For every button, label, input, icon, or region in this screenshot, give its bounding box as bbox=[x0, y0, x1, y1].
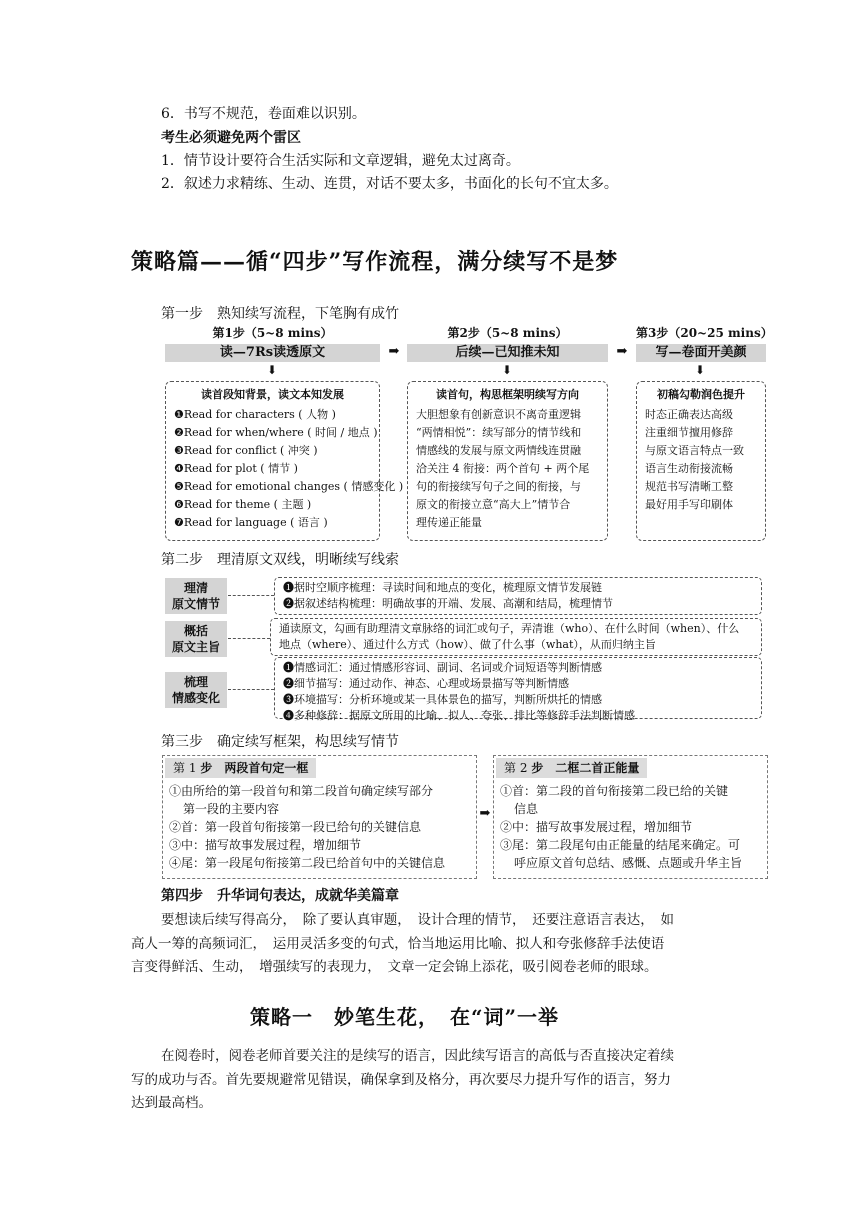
flow-col3-head: 第3步（20~25 mins） bbox=[636, 326, 773, 340]
arrow-down-icon: ⬇ bbox=[694, 363, 706, 377]
list-item: ❶Read for characters ( 人物 ) bbox=[174, 408, 336, 421]
arrow-down-icon: ⬇ bbox=[266, 363, 278, 377]
step2-box bbox=[274, 657, 762, 722]
text-line: 原文的衔接立意“高大上”情节合 bbox=[416, 498, 571, 511]
text-line: “两情相悦”：续写部分的情节线和 bbox=[416, 426, 582, 439]
text-line: ❷细节描写：通过动作、神态、心理或场景描写等判断情感 bbox=[283, 677, 569, 690]
step3-tag bbox=[496, 758, 647, 778]
step2-label bbox=[165, 578, 227, 614]
paragraph-line: 要想读后续写得高分， 除了要认真审题， 设计合理的情节， 还要注意语言表达， 如 bbox=[161, 912, 674, 928]
step3-left-box bbox=[162, 755, 477, 879]
text-line: 句的衔接续写句子之间的衔接，与 bbox=[416, 480, 581, 493]
paragraph-line: 写的成功与否。首先要规避常见错误，确保拿到及格分，再次要尽力提升写作的语言，努力 bbox=[131, 1072, 671, 1088]
flow-col2-box bbox=[407, 381, 608, 541]
flow-box-title: 读首句，构思框架明续写方向 bbox=[436, 388, 579, 401]
text-line: ②中：描写故事发展过程，增加细节 bbox=[500, 820, 693, 834]
connector bbox=[228, 638, 270, 639]
flow-col1-box bbox=[165, 381, 404, 541]
arrow-down-icon: ⬇ bbox=[501, 363, 513, 377]
paragraph-line: 言变得鲜活、生动， 增强续写的表现力， 文章一定会锦上添花，吸引阅卷老师的眼球。 bbox=[131, 959, 658, 975]
paragraph-line: 达到最高档。 bbox=[131, 1095, 212, 1111]
step2-box bbox=[274, 577, 762, 615]
connector bbox=[228, 689, 274, 690]
flow-col3-bar: 写—卷面开美颜 bbox=[636, 344, 766, 362]
step2-box bbox=[270, 618, 762, 656]
text-line: 地点（where）、通过什么方式（how）、做了什么事（what），从而归纳主旨 bbox=[279, 638, 656, 651]
flow-col3-box bbox=[636, 381, 766, 541]
list-item: ❻Read for theme ( 主题 ) bbox=[174, 498, 312, 511]
text-line: ④尾：第一段尾句衔接第二段已给首句中的关键信息 bbox=[169, 856, 446, 870]
subheading: 考生必须避免两个雷区 bbox=[161, 130, 301, 146]
flow-col2-head: 第2步（5~8 mins） bbox=[447, 326, 568, 340]
text-line: ❸环境描写：分析环境或某一具体景色的描写，判断所烘托的情感 bbox=[283, 693, 602, 706]
list-item: ❸Read for conflict ( 冲突 ) bbox=[174, 444, 318, 457]
text-line: ❶据时空顺序梳理：寻读时间和地点的变化，梳理原文情节发展链 bbox=[283, 581, 602, 594]
step3-tag bbox=[165, 758, 316, 778]
arrow-right-icon: ➡ bbox=[479, 806, 491, 821]
tag-text: 第 bbox=[173, 761, 186, 775]
text-line: 2．叙述力求精练、生动、连贯，对话不要太多，书面化的长句不宜太多。 bbox=[161, 176, 618, 192]
text-line: 情感线的发展与原文两情线连贯融 bbox=[416, 444, 581, 457]
text-line: 与原文语言特点一致 bbox=[645, 444, 744, 457]
text-line: ❹多种修辞：据原文所用的比喻、拟人、夸张、排比等修辞手法判断情感 bbox=[283, 709, 635, 722]
list-item: ❹Read for plot ( 情节 ) bbox=[174, 462, 298, 475]
step1-heading: 第一步 熟知续写流程，下笔胸有成竹 bbox=[161, 306, 399, 322]
label-line: 情感变化 bbox=[171, 691, 220, 705]
flow-col1-bar: 读—7Rs读透原文 bbox=[165, 344, 380, 362]
label-line: 理清 bbox=[183, 581, 208, 595]
text-line: 洽关注 4 衔接：两个首句 + 两个尾 bbox=[416, 462, 590, 475]
text-line: ①首：第二段的首句衔接第二段已给的关键 bbox=[500, 784, 729, 798]
tag-text: 步 二框二首正能量 bbox=[531, 761, 640, 775]
text-line: ①由所给的第一段首句和第二段首句确定续写部分 bbox=[169, 784, 434, 798]
flow-box-title: 初稿勾勒润色提升 bbox=[657, 388, 745, 401]
text-line: ②首：第一段首句衔接第一段已给句的关键信息 bbox=[169, 820, 422, 834]
text-line: 第一段的主要内容 bbox=[183, 802, 280, 816]
step3-right-box bbox=[493, 755, 768, 879]
step3-heading: 第三步 确定续写框架，构思续写情节 bbox=[161, 734, 399, 750]
text-line: 最好用手写印刷体 bbox=[645, 498, 733, 511]
label-line: 梳理 bbox=[183, 675, 208, 689]
text-line: 语言生动衔接流畅 bbox=[645, 462, 733, 475]
text-line: 通读原文，勾画有助理清文章脉络的词汇或句子，弄清谁（who）、在什么时间（when）、什么 bbox=[279, 622, 740, 635]
step2-heading: 第二步 理清原文双线，明晰续写线索 bbox=[161, 552, 399, 568]
text-line: 时态正确表达高级 bbox=[645, 408, 733, 421]
section-title: 策略一 妙笔生花， 在“词”一举 bbox=[250, 1005, 560, 1029]
text-line: 6．书写不规范，卷面难以识别。 bbox=[161, 106, 366, 122]
tag-number: 2 bbox=[519, 761, 528, 775]
text-line: 理传递正能量 bbox=[416, 516, 482, 529]
step4-heading: 第四步 升华词句表达，成就华美篇章 bbox=[161, 888, 399, 904]
tag-text: 第 bbox=[504, 761, 517, 775]
text-line: ③中：描写故事发展过程，增加细节 bbox=[169, 838, 362, 852]
step2-label bbox=[165, 672, 227, 708]
text-line: 信息 bbox=[514, 802, 539, 816]
text-line: 规范书写清晰工整 bbox=[645, 480, 733, 493]
step2-label bbox=[165, 621, 227, 657]
text-line: 大胆想象有创新意识不离奇重逻辑 bbox=[416, 408, 581, 421]
text-line: ❶情感词汇：通过情感形容词、副词、名词或介词短语等判断情感 bbox=[283, 661, 602, 674]
list-item: ❺Read for emotional changes ( 情感变化 ) bbox=[174, 480, 404, 493]
paragraph-line: 高人一筹的高频词汇， 运用灵活多变的句式，恰当地运用比喻、拟人和夸张修辞手法使语 bbox=[131, 936, 665, 952]
label-line: 原文主旨 bbox=[171, 640, 220, 654]
text-line: ❷据叙述结构梳理：明确故事的开端、发展、高潮和结局，梳理情节 bbox=[283, 597, 613, 610]
tag-text: 步 两段首句定一框 bbox=[200, 761, 309, 775]
connector bbox=[228, 595, 274, 596]
label-line: 原文情节 bbox=[171, 597, 220, 611]
list-item: ❼Read for language ( 语言 ) bbox=[174, 516, 328, 529]
paragraph-line: 在阅卷时，阅卷老师首要关注的是续写的语言，因此续写语言的高低与否直接决定着续 bbox=[161, 1048, 674, 1064]
text-line: 呼应原文首句总结、感慨、点题或升华主旨 bbox=[514, 856, 743, 870]
arrow-right-icon: ➡ bbox=[616, 344, 628, 359]
section-title: 策略篇——循“四步”写作流程，满分续写不是梦 bbox=[131, 249, 619, 275]
flow-box-title: 读首段知背景，读文本知发展 bbox=[201, 388, 344, 401]
text-line: 1．情节设计要符合生活实际和文章逻辑，避免太过离奇。 bbox=[161, 153, 520, 169]
text-line: ③尾：第二段尾句由正能量的结尾来确定。可 bbox=[500, 838, 741, 852]
flow-col1-head: 第1步（5~8 mins） bbox=[212, 326, 333, 340]
list-item: ❷Read for when/where ( 时间 / 地点 ) bbox=[174, 426, 378, 439]
arrow-right-icon: ➡ bbox=[388, 344, 400, 359]
label-line: 概括 bbox=[183, 624, 208, 638]
tag-number: 1 bbox=[188, 761, 197, 775]
flow-col2-bar: 后续—已知推未知 bbox=[407, 344, 608, 362]
text-line: 注重细节擅用修辞 bbox=[645, 426, 733, 439]
